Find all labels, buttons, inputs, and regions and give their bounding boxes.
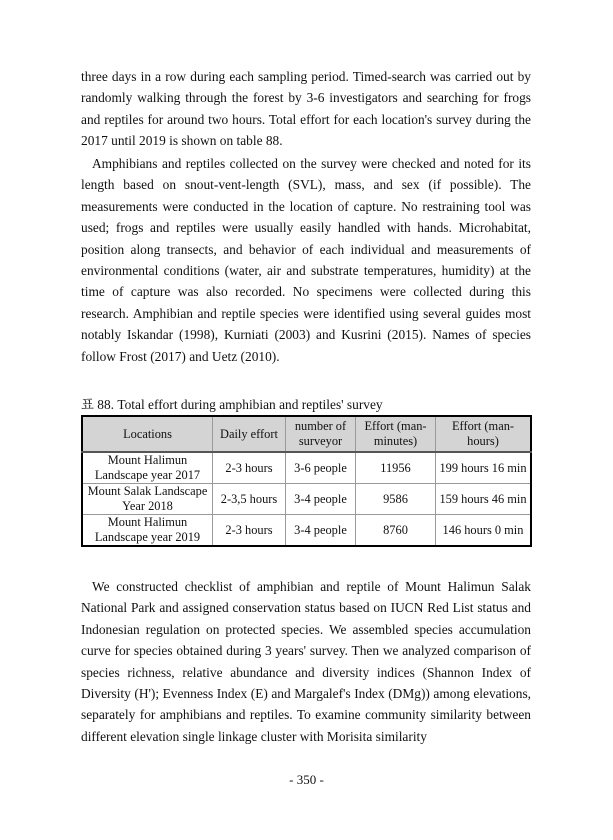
cell-man-hours: 199 hours 16 min <box>436 452 532 484</box>
cell-surveyors: 3-6 people <box>286 452 356 484</box>
cell-man-minutes: 9586 <box>356 484 436 515</box>
cell-man-minutes: 11956 <box>356 452 436 484</box>
header-effort-man-minutes: Effort (man-minutes) <box>356 416 436 452</box>
table-header-row <box>82 416 531 452</box>
table-row <box>82 452 531 484</box>
cell-man-hours: 159 hours 46 min <box>436 484 532 515</box>
cell-man-hours: 146 hours 0 min <box>436 515 532 547</box>
cell-daily-effort: 2-3,5 hours <box>213 484 286 515</box>
header-effort-man-hours: Effort (man-hours) <box>436 416 532 452</box>
header-daily-effort: Daily effort <box>213 416 286 452</box>
cell-location: Mount Salak Landscape Year 2018 <box>82 484 213 515</box>
table-row <box>82 484 531 515</box>
effort-table <box>81 415 532 547</box>
cell-daily-effort: 2-3 hours <box>213 452 286 484</box>
paragraph-text: We constructed checklist of amphibian and reptile of Mount Halimun Salak National Park and assigned conservation status based on IUCN Red List status and Indonesian regulation on protected species. We assembled species accumulation curve for species obtained during 3 years' survey. Then we analyzed comparison of species richness, relative abundance and diversity indices (Shannon Index of Diversity (H'); Evenness Index (E) and Margalef's Index (DMg)) among elevations, separately for amphibians and reptiles. To examine community similarity between different elevation single linkage cluster with Morisita similarity <box>81 579 531 744</box>
paragraph-checklist <box>81 576 531 747</box>
cell-location: Mount Halimun Landscape year 2017 <box>82 452 213 484</box>
paragraph-sampling <box>81 66 531 152</box>
paragraph-measurements <box>81 153 531 367</box>
header-locations: Locations <box>82 416 213 452</box>
table-caption: 표 88. Total effort during amphibian and reptiles' survey <box>81 397 383 412</box>
cell-location: Mount Halimun Landscape year 2019 <box>82 515 213 547</box>
header-number-of-surveyor: number of surveyor <box>286 416 356 452</box>
page-number: - 350 - <box>289 772 324 787</box>
paragraph-text: Amphibians and reptiles collected on the survey were checked and noted for its length based on snout-vent-length (SVL), mass, and sex (if possible). The measurements were conducted in the location of capture. No restraining tool was used; frogs and reptiles were usually easily handled with hands. Microhabitat, position along transects, and behavior of each individual and measurements of environmental conditions (water, air and substrate temperatures, humidity) at the time of capture was also recorded. No specimens were collected during this research. Amphibian and reptile species were identified using several guides most notably Iskandar (1998), Kurniati (2003) and Kusrini (2015). Names of species follow Frost (2017) and Uetz (2010). <box>81 156 531 364</box>
cell-man-minutes: 8760 <box>356 515 436 547</box>
cell-daily-effort: 2-3 hours <box>213 515 286 547</box>
cell-surveyors: 3-4 people <box>286 484 356 515</box>
table-row <box>82 515 531 547</box>
cell-surveyors: 3-4 people <box>286 515 356 547</box>
paragraph-text: three days in a row during each sampling period. Timed-search was carried out by randomly walking through the forest by 3-6 investigators and searching for frogs and reptiles for around two hours. Total effort for each location's survey during the 2017 until 2019 is shown on table 88. <box>81 69 531 149</box>
